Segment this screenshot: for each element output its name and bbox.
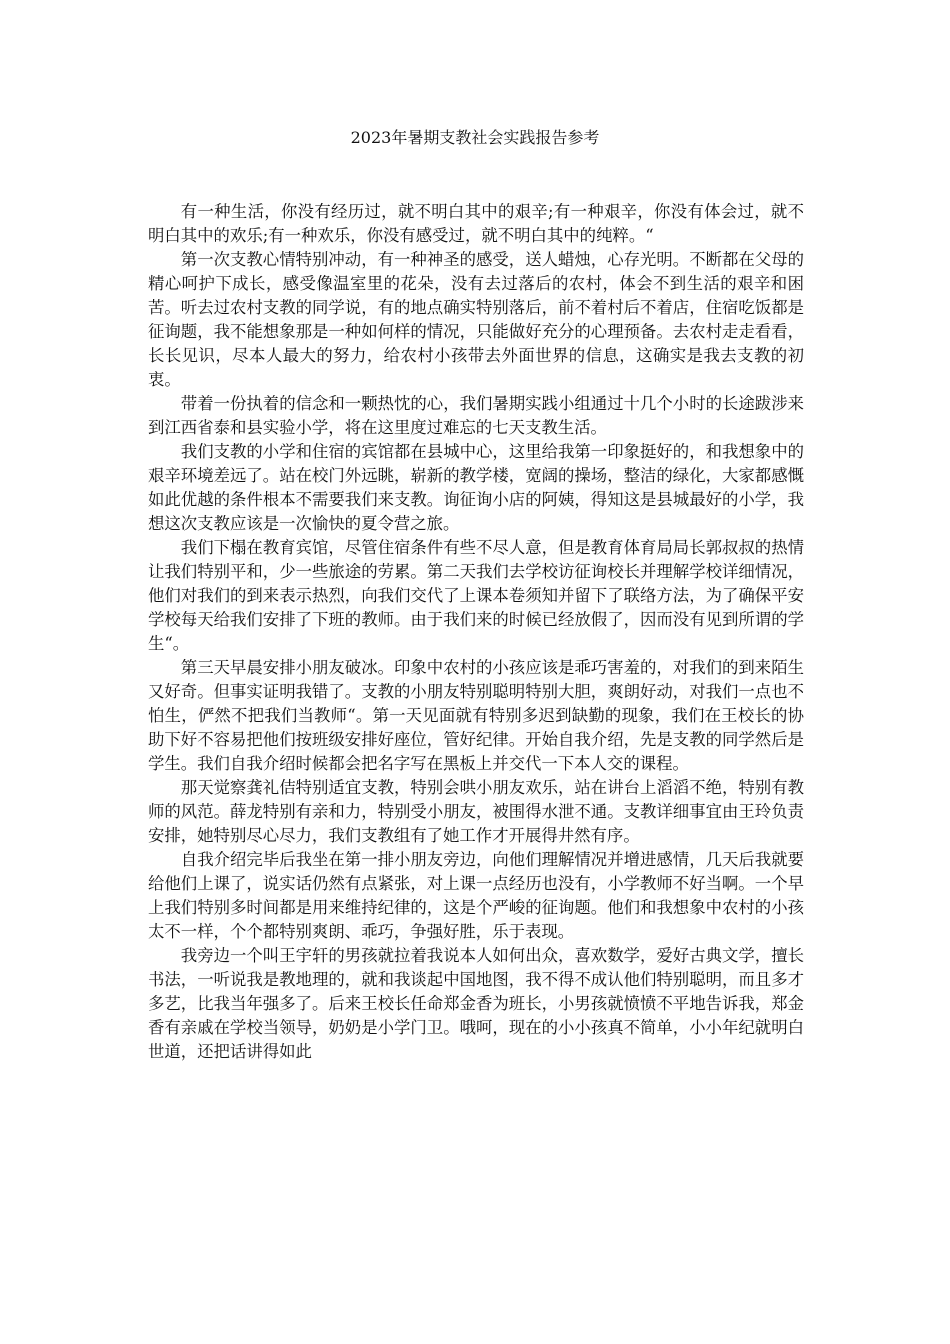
paragraph: 第三天早晨安排小朋友破冰。印象中农村的小孩应该是乖巧害羞的，对我们的到来陌生又好奇。但事实证明我错了。支教的小朋友特别聪明特别大胆，爽朗好动，对我们一点也不怕生，俨然不把我们当教师“。第一天见面就有特别多迟到缺勤的现象，我们在王校长的协助下好不容易把他们按班级安排好座位，管好纪律。开始自我介绍，先是支教的同学然后是学生。我们自我介绍时候都会把名字写在黑板上并交代一下本人交的课程。 [148,658,804,773]
paragraph: 那天觉察龚礼佶特别适宜支教，特别会哄小朋友欢乐，站在讲台上滔滔不绝，特别有教师的风范。薛龙特别有亲和力，特别受小朋友，被围得水泄不通。支教详细事宜由王玲负责安排，她特别尽心尽力，我们支教组有了她工作才开展得井然有序。 [148,778,804,845]
paragraph: 第一次支教心情特别冲动，有一种神圣的感受，送人蜡烛，心存光明。不断都在父母的精心呵护下成长，感受像温室里的花朵，没有去过落后的农村，体会不到生活的艰辛和困苦。听去过农村支教的同学说，有的地点确实特别落后，前不着村后不着店，住宿吃饭都是征询题，我不能想象那是一种如何样的情况，只能做好充分的心理预备。去农村走走看看，长长见识，尽本人最大的努力，给农村小孩带去外面世界的信息，这确实是我去支教的初衷。 [148,250,804,389]
paragraph: 带着一份执着的信念和一颗热忱的心，我们暑期实践小组通过十几个小时的长途跋涉来到江西省泰和县实验小学，将在这里度过难忘的七天支教生活。 [148,394,804,437]
page-title: 2023年暑期支教社会实践报告参考 [350,128,600,147]
paragraph: 有一种生活，你没有经历过，就不明白其中的艰辛;有一种艰辛，你没有体会过，就不明白其中的欢乐;有一种欢乐，你没有感受过，就不明白其中的纯粹。“ [148,202,804,245]
document-body [148,200,804,1064]
paragraph: 自我介绍完毕后我坐在第一排小朋友旁边，向他们理解情况并增进感情，几天后我就要给他们上课了，说实话仍然有点紧张，对上课一点经历也没有，小学教师不好当啊。一个早上我们特别多时间都是用来维持纪律的，这是个严峻的征询题。他们和我想象中农村的小孩太不一样，个个都特别爽朗、乖巧，争强好胜，乐于表现。 [148,850,804,941]
paragraph: 我们支教的小学和住宿的宾馆都在县城中心，这里给我第一印象挺好的，和我想象中的艰辛环境差远了。站在校门外远眺，崭新的教学楼，宽阔的操场，整洁的绿化，大家都感慨如此优越的条件根本不需要我们来支教。询征询小店的阿姨，得知这是县城最好的小学，我想这次支教应该是一次愉快的夏令营之旅。 [148,442,804,533]
paragraph: 我旁边一个叫王宇轩的男孩就拉着我说本人如何出众，喜欢数学，爱好古典文学，擅长书法，一听说我是教地理的，就和我谈起中国地图，我不得不成认他们特别聪明，而且多才多艺，比我当年强多了。后来王校长任命郑金香为班长，小男孩就愤愤不平地告诉我，郑金香有亲戚在学校当领导，奶奶是小学门卫。哦呵，现在的小小孩真不简单，小小年纪就明白世道，还把话讲得如此 [148,946,804,1061]
paragraph: 我们下榻在教育宾馆，尽管住宿条件有些不尽人意，但是教育体育局局长郭叔叔的热情让我们特别平和，少一些旅途的劳累。第二天我们去学校访征询校长并理解学校详细情况，他们对我们的到来表示热烈，向我们交代了上课本卷须知并留下了联络方法，为了确保平安学校每天给我们安排了下班的教师。由于我们来的时候已经放假了，因而没有见到所谓的学生“。 [148,538,804,653]
